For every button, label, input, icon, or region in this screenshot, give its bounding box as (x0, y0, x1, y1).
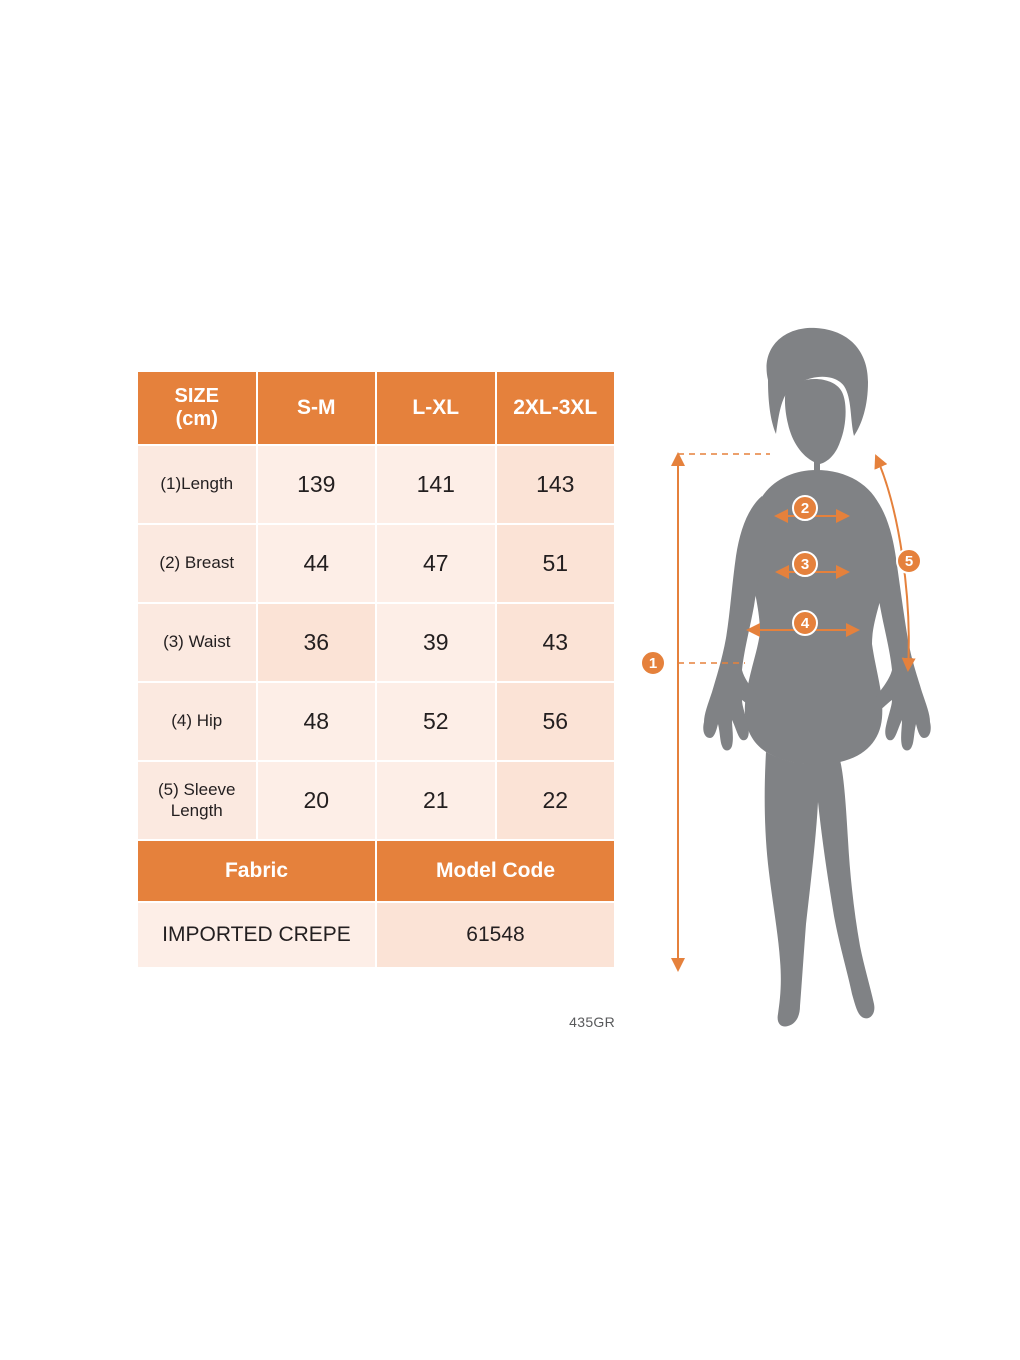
row-label-hip: (4) Hip (137, 682, 257, 761)
row-label-waist: (3) Waist (137, 603, 257, 682)
cell-sleeve-lxl: 21 (376, 761, 496, 840)
cell-breast-2xl3xl: 51 (496, 524, 616, 603)
cell-hip-lxl: 52 (376, 682, 496, 761)
header-size-line1: SIZE (174, 385, 219, 407)
footer-header-fabric: Fabric (137, 840, 376, 902)
table-row (137, 524, 615, 603)
cell-waist-lxl: 39 (376, 603, 496, 682)
header-size-line2: (cm) (175, 408, 218, 430)
callout-2: 2 (792, 495, 818, 521)
row-label-length: (1)Length (137, 445, 257, 524)
table-row (137, 761, 615, 840)
callout-1: 1 (640, 650, 666, 676)
callout-3: 3 (792, 551, 818, 577)
cell-hip-sm: 48 (257, 682, 377, 761)
size-chart-table (136, 370, 616, 969)
callout-5: 5 (896, 548, 922, 574)
measurement-figure (620, 320, 1000, 1040)
row-label-breast: (2) Breast (137, 524, 257, 603)
cell-sleeve-sm: 20 (257, 761, 377, 840)
footer-value-model-code: 61548 (376, 902, 615, 968)
header-cell-2xl3xl: 2XL-3XL (496, 371, 616, 445)
table-footer-value-row (137, 902, 615, 968)
cell-length-2xl3xl: 143 (496, 445, 616, 524)
row-label-sleeve-length: (5) Sleeve Length (137, 761, 257, 840)
callout-4: 4 (792, 610, 818, 636)
cell-length-lxl: 141 (376, 445, 496, 524)
table-header-row (137, 371, 615, 445)
table-footer-header-row (137, 840, 615, 902)
female-silhouette-diagram (620, 320, 1000, 1040)
header-cell-size (137, 371, 257, 445)
cell-breast-lxl: 47 (376, 524, 496, 603)
table-row (137, 603, 615, 682)
cell-hip-2xl3xl: 56 (496, 682, 616, 761)
header-cell-sm: S-M (257, 371, 377, 445)
table-row (137, 445, 615, 524)
silhouette-shape (703, 328, 931, 1027)
cell-waist-sm: 36 (257, 603, 377, 682)
table-row (137, 682, 615, 761)
cell-length-sm: 139 (257, 445, 377, 524)
footer-value-fabric: IMPORTED CREPE (137, 902, 376, 968)
cell-sleeve-2xl3xl: 22 (496, 761, 616, 840)
header-cell-lxl: L-XL (376, 371, 496, 445)
footer-header-model-code: Model Code (376, 840, 615, 902)
cell-waist-2xl3xl: 43 (496, 603, 616, 682)
cell-breast-sm: 44 (257, 524, 377, 603)
weight-code-label: 435GR (569, 1014, 615, 1030)
